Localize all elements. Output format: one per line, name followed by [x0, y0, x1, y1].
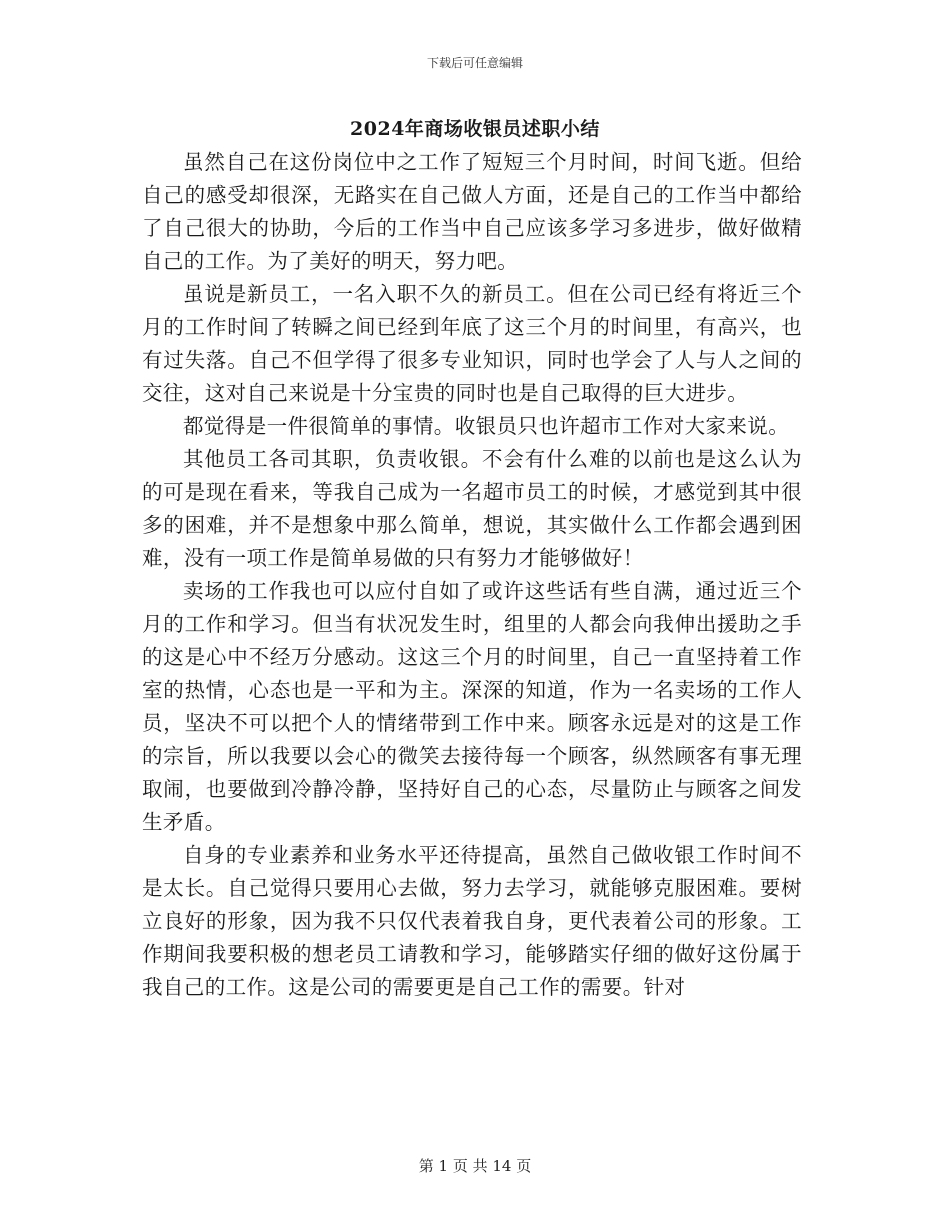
paragraph: 卖场的工作我也可以应付自如了或许这些话有些自满，通过近三个月的工作和学习。但当有状况发生时，组里的人都会向我伸出援助之手的这是心中不经万分感动。这这三个月的时间里，自己一直坚持着工作室的热情，心态也是一平和为主。深深的知道，作为一名卖场的工作人员，坚决不可以把个人的情绪带到工作中来。顾客永远是对的这是工作的宗旨，所以我要以会心的微笑去接待每一个顾客，纵然顾客有事无理取闹，也要做到冷静冷静，坚持好自己的心态，尽量防止与顾客之间发生矛盾。	[142, 579, 802, 834]
document-title: 2024年商场收银员述职小结	[350, 118, 600, 140]
paragraph: 自身的专业素养和业务水平还待提高，虽然自己做收银工作时间不是太长。自己觉得只要用心去做，努力去学习，就能够克服困难。要树立良好的形象，因为我不只仅代表着我自身，更代表着公司的形象。工作期间我要积极的想老员工请教和学习，能够踏实仔细的做好这份属于我自己的工作。这是公司的需要更是自己工作的需要。针对	[142, 843, 802, 999]
paragraph: 都觉得是一件很简单的事情。收银员只也许超市工作对大家来说。	[183, 414, 790, 438]
paragraph: 其他员工各司其职，负责收银。不会有什么难的以前也是这么认为的可是现在看来，等我自己成为一名超市员工的时候，才感觉到其中很多的困难，并不是想象中那么简单，想说，其实做什么工作都会遇到困难，没有一项工作是简单易做的只有努力才能够做好！	[142, 447, 802, 570]
page-number-footer: 第 1 页 共 14 页	[418, 1157, 532, 1175]
header-note: 下载后可任意编辑	[426, 56, 523, 70]
paragraph: 虽然自己在这份岗位中之工作了短短三个月时间，时间飞逝。但给自己的感受却很深，无路实在自己做人方面，还是自己的工作当中都给了自己很大的协助，今后的工作当中自己应该多学习多进步，做好做精自己的工作。为了美好的明天，努力吧。	[142, 150, 802, 273]
paragraph: 虽说是新员工，一名入职不久的新员工。但在公司已经有将近三个月的工作时间了转瞬之间已经到年底了这三个月的时间里，有高兴，也有过失落。自己不但学得了很多专业知识，同时也学会了人与人之间的交往，这对自己来说是十分宝贵的同时也是自己取得的巨大进步。	[142, 282, 802, 405]
document-body	[142, 146, 802, 1004]
